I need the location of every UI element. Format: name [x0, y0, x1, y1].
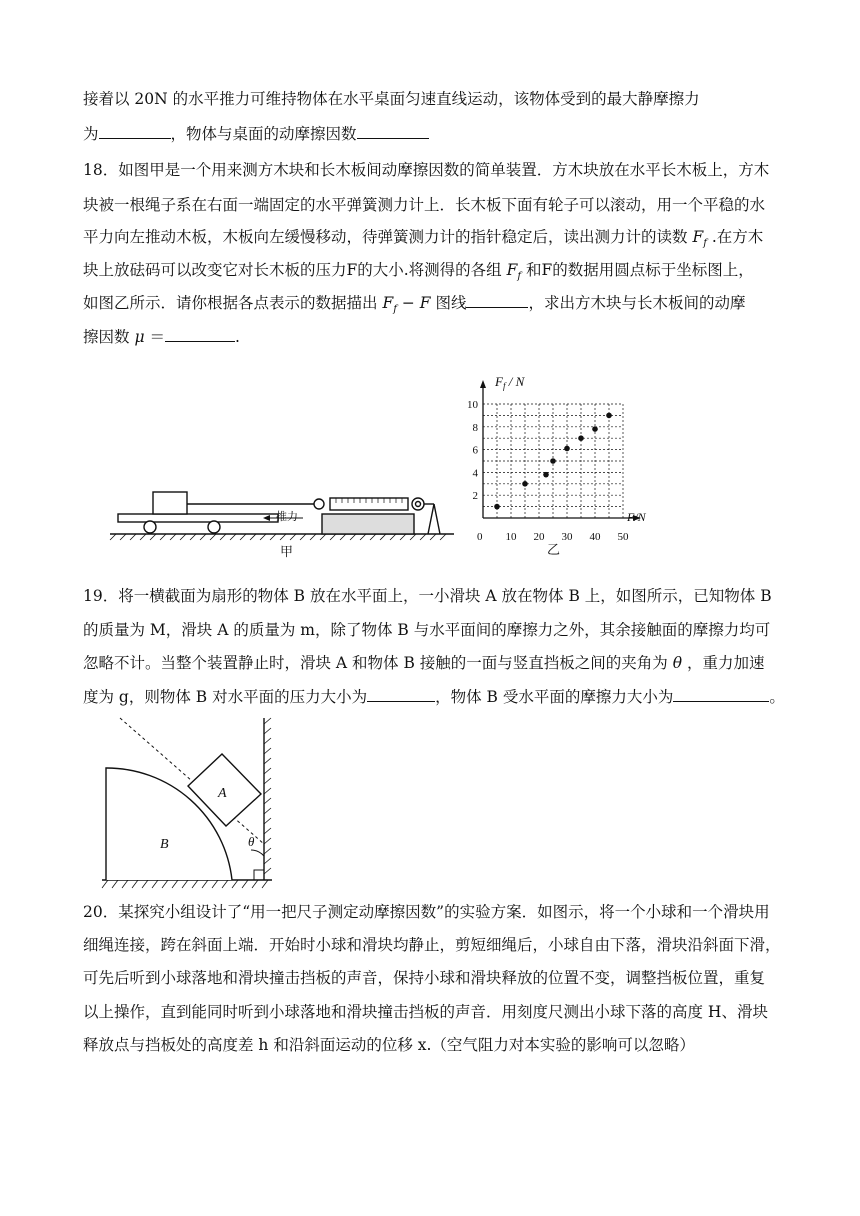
hook-left	[314, 499, 324, 509]
ff-main: F	[506, 261, 518, 279]
q19-line3-text: 忽略不计。当整个装置静止时，滑块 A 和物体 B 接触的一面与竖直挡板之间的夹角为	[83, 654, 668, 672]
label-b: B	[160, 837, 169, 852]
y-tick-label: 8	[472, 421, 478, 434]
answer-blank-kinetic-coefficient[interactable]	[357, 124, 429, 139]
label-theta: θ	[248, 834, 255, 849]
data-point	[522, 481, 528, 487]
data-point	[592, 426, 598, 432]
wheel-right	[208, 521, 220, 533]
chart-xlabel: F/N	[627, 510, 646, 524]
q17-line2-text-b: ，物体与桌面的动摩擦因数	[170, 125, 357, 143]
wheel-left	[144, 521, 156, 533]
q20-line4: 以上操作，直到能同时听到小球落地和滑块撞击挡板的声音．用刻度尺测出小球下落的高度 H、滑块	[83, 1003, 768, 1021]
ff-main: F	[692, 228, 704, 246]
q18-line6	[83, 327, 240, 347]
fig-jia-caption: 甲	[280, 544, 294, 559]
q20-line5: 释放点与挡板处的高度差 h 和沿斜面运动的位移 x.（空气阻力对本实验的影响可以忽略）	[83, 1036, 695, 1054]
stand-base	[322, 514, 414, 534]
theta-arc	[251, 850, 264, 856]
answer-blank-friction-force[interactable]	[673, 687, 769, 702]
hook-right	[412, 498, 424, 510]
q19-line4-text: 度为 g，则物体 B 对水平面的压力大小为	[83, 688, 368, 706]
data-point	[578, 435, 584, 441]
q18-line5-text-c: ，求出方木块与长木板间的动摩	[528, 294, 746, 312]
q18-line4-text-b: 和F的数据用圆点标于坐标图上，	[526, 261, 754, 279]
q17-line1: 接着以 20N 的水平推力可维持物体在水平桌面匀速直线运动，该物体受到的最大静摩擦力	[83, 90, 700, 108]
q18-line2: 块被一根绳子系在右面一端固定的水平弹簧测力计上．长木板下面有轮子可以滚动，用一个平稳的水	[83, 196, 766, 214]
q19-line1: 19．将一横截面为扇形的物体 B 放在水平面上，一小滑块 A 放在物体 B 上，如图所示，已知物体 B	[83, 587, 772, 605]
y-axis-arrow	[480, 380, 486, 388]
mu-symbol: μ	[134, 328, 145, 346]
q19-line3-text-b: ，重力加速	[687, 654, 765, 672]
minus-f: − F	[396, 294, 431, 312]
sector-block-figure	[100, 714, 280, 892]
q18-line3-text-b: .在方木	[711, 228, 764, 246]
q18-line5	[83, 293, 746, 320]
q18-line3-text: 平力向左推动木板，木板向左缓慢移动，待弹簧测力计的指针稳定后，读出测力计的读数	[83, 228, 688, 246]
x-tick-label: 40	[589, 531, 601, 543]
y-tick-label: 6	[472, 444, 478, 457]
x-tick-label: 10	[505, 531, 517, 543]
q18-line4-text: 块上放砝码可以改变它对长木板的压力F的大小.将测得的各组	[83, 261, 502, 279]
x-tick-label: 20	[533, 531, 545, 543]
data-point	[564, 446, 570, 452]
ylabel-sub: f	[502, 381, 506, 391]
data-point	[550, 458, 556, 464]
ylabel-unit: / N	[505, 374, 525, 389]
theta-symbol: θ	[672, 654, 683, 672]
x-tick-label: 50	[617, 531, 629, 543]
ground-hatching	[110, 534, 446, 540]
label-a: A	[218, 786, 227, 801]
q19-line4-text-c: 。	[769, 688, 785, 706]
chart-ticks	[467, 399, 629, 543]
y-tick-label: 2	[472, 490, 478, 503]
q19-line2: 的质量为 M，滑块 A 的质量为 m，除了物体 B 与水平面间的摩擦力之外，其余接触面的摩擦力均可	[83, 621, 771, 639]
data-point	[494, 504, 500, 510]
q18-line5-text: 如图乙所示．请你根据各点表示的数据描出	[83, 294, 378, 312]
q17-line2-text-a: 为	[83, 125, 99, 143]
q18-line4	[83, 260, 754, 287]
chart-origin: 0	[477, 531, 483, 543]
wooden-block	[153, 492, 187, 514]
ff-sub: f	[703, 238, 707, 250]
answer-blank-max-static-friction[interactable]	[99, 124, 171, 139]
ff-symbol	[506, 261, 522, 283]
q17-line2	[83, 124, 429, 144]
answer-blank-graph-line[interactable]	[466, 293, 528, 308]
equals-sign: ＝	[149, 328, 165, 346]
q19-line3	[83, 653, 765, 673]
fixed-post	[428, 504, 434, 534]
q18-line6-text: 擦因数	[83, 328, 130, 346]
chart-caption: 乙	[547, 542, 561, 557]
ground-hatching	[102, 880, 268, 888]
q20-line2: 细绳连接，跨在斜面上端．开始时小球和滑块均静止，剪短细绳后，小球自由下落，滑块沿斜面下滑，	[83, 936, 781, 954]
y-tick-label: 10	[467, 399, 478, 411]
x-tick-label: 30	[561, 531, 573, 543]
scatter-chart-yi	[455, 368, 655, 560]
q20-line3: 可先后听到小球落地和滑块撞击挡板的声音，保持小球和滑块释放的位置不变，调整挡板位置，重复	[83, 969, 766, 987]
q19-line4	[83, 687, 785, 707]
ylabel-main: F	[495, 374, 503, 389]
q18-line5-text-b: 图线	[435, 294, 467, 312]
q20-line1: 20．某探究小组设计了“用一把尺子测定动摩擦因数”的实验方案．如图示，将一个小球和一个滑块用	[83, 903, 770, 921]
ff-minus-f-symbol	[382, 294, 431, 316]
chart-ylabel	[494, 374, 526, 391]
hook-right-inner	[416, 502, 421, 507]
long-board	[118, 514, 278, 522]
ff-symbol	[692, 228, 707, 250]
q18-line1: 18．如图甲是一个用来测方木块和长木板间动摩擦因数的简单装置．方木块放在水平长木板上，方木	[83, 161, 770, 179]
data-point	[606, 413, 612, 419]
ff-sub: f	[393, 304, 397, 316]
period: .	[234, 328, 240, 346]
y-tick-label: 4	[472, 467, 478, 480]
answer-blank-normal-force[interactable]	[367, 687, 435, 702]
chart-axes	[480, 380, 641, 521]
q19-line4-text-b: ，物体 B 受水平面的摩擦力大小为	[435, 688, 674, 706]
data-point	[543, 472, 549, 478]
answer-blank-mu[interactable]	[165, 327, 235, 342]
apparatus-figure-jia	[108, 480, 458, 560]
wall-hatching	[264, 718, 271, 874]
right-angle-marker	[254, 870, 264, 880]
ff-sub: f	[517, 271, 522, 283]
ff-main: F	[382, 294, 394, 312]
push-label: 推力	[276, 511, 298, 523]
q18-line3	[83, 227, 763, 254]
